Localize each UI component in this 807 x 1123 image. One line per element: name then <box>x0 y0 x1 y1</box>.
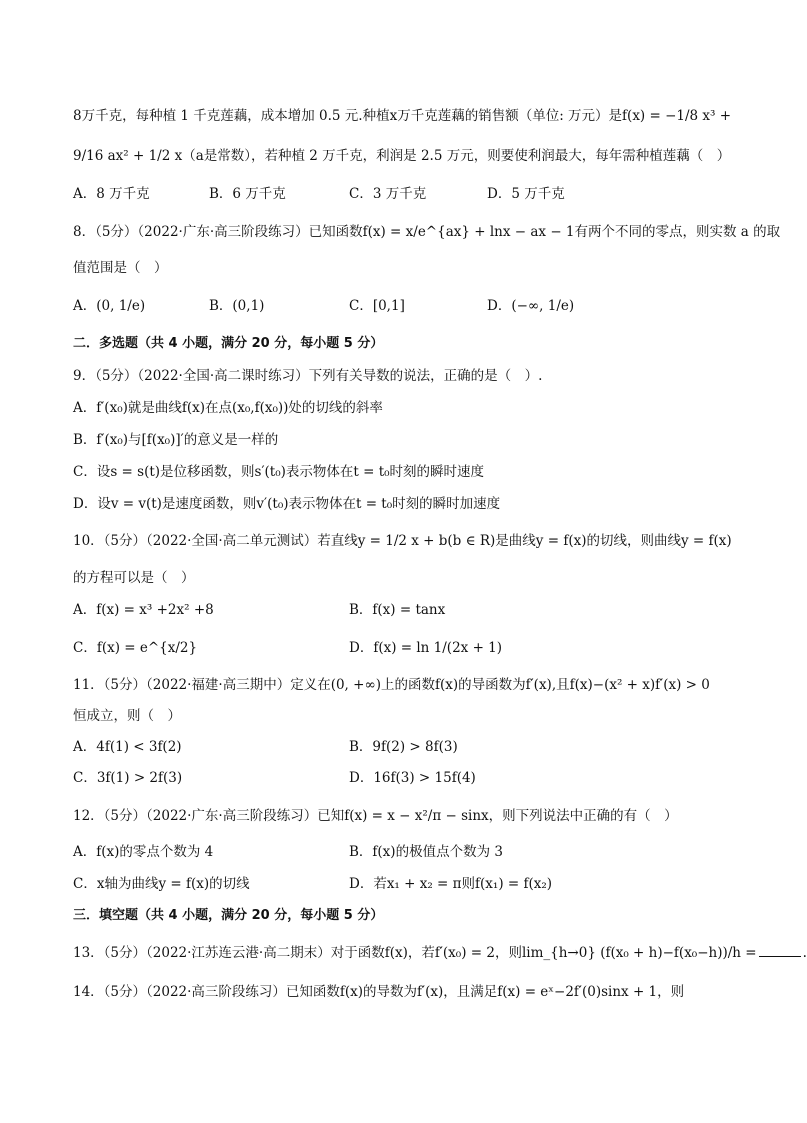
q8-option-c: C．[0,1] <box>349 298 405 314</box>
q7-option-d: D．5 万千克 <box>487 186 565 202</box>
q10-line2: 的方程可以是（ ） <box>73 570 195 586</box>
q9-stem: 9．（5分）（2022·全国·高二课时练习）下列有关导数的说法，正确的是（ ）. <box>73 368 543 384</box>
q8-line1: 8．（5分）（2022·广东·高三阶段练习）已知函数f(x) = x/e^{ax} + lnx − ax − 1有两个不同的零点，则实数 a 的取 <box>73 224 781 240</box>
q11-option-b: B．9f(2) > 8f(3) <box>349 739 458 755</box>
q8-option-b: B．(0,1) <box>209 298 265 314</box>
q7-line1: 8万千克，每种植 1 千克莲藕，成本增加 0.5 元.种植x万千克莲藕的销售额（单位: 万元）是f(x) = −1/8 x³ + <box>73 108 732 124</box>
q7-option-b: B．6 万千克 <box>209 186 286 202</box>
q7-option-a: A．8 万千克 <box>73 186 150 202</box>
q13-line <box>73 942 807 963</box>
q8-option-a: A．(0, 1/e) <box>73 298 146 314</box>
q11-line1: 11．（5分）（2022·福建·高三期中）定义在(0, +∞)上的函数f(x)的导函数为f′(x),且f(x)−(x² + x)f′(x) > 0 <box>73 677 710 693</box>
q13-tail: . <box>802 945 807 961</box>
q9-option-a: A．f′(x₀)就是曲线f(x)在点(x₀,f(x₀))处的切线的斜率 <box>73 400 383 416</box>
q11-option-d: D．16f(3) > 15f(4) <box>349 770 476 786</box>
q12-option-c: C．x轴为曲线y = f(x)的切线 <box>73 876 250 892</box>
q14-stem: 14．（5分）（2022·高三阶段练习）已知函数f(x)的导数为f′(x)，且满足f(x) = eˣ−2f′(0)sinx + 1，则 <box>73 984 685 1000</box>
q8-option-d: D．(−∞, 1/e) <box>487 298 575 314</box>
q10-option-c: C．f(x) = e^{x/2} <box>73 640 198 656</box>
q9-option-d: D．设v = v(t)是速度函数，则v′(t₀)表示物体在t = t₀时刻的瞬时加速度 <box>73 496 501 512</box>
q10-option-a: A．f(x) = x³ +2x² +8 <box>73 602 214 618</box>
q10-option-b: B．f(x) = tanx <box>349 602 446 618</box>
q12-option-b: B．f(x)的极值点个数为 3 <box>349 844 503 860</box>
q8-line2: 值范围是（ ） <box>73 260 168 276</box>
section-fill-in-heading: 三．填空题（共 4 小题，满分 20 分，每小题 5 分） <box>73 908 384 923</box>
q10-line1: 10．（5分）（2022·全国·高二单元测试）若直线y = 1/2 x + b(b ∈ R)是曲线y = f(x)的切线，则曲线y = f(x) <box>73 533 732 549</box>
q9-option-c: C．设s = s(t)是位移函数，则s′(t₀)表示物体在t = t₀时刻的瞬时速度 <box>73 464 485 480</box>
q12-option-d: D．若x₁ + x₂ = π则f(x₁) = f(x₂) <box>349 876 553 892</box>
q9-option-b: B．f′(x₀)与[f(x₀)]′的意义是一样的 <box>73 432 279 448</box>
section-multi-choice-heading: 二．多选题（共 4 小题，满分 20 分，每小题 5 分） <box>73 336 384 351</box>
q13-answer-blank[interactable] <box>759 942 801 957</box>
q7-option-c: C．3 万千克 <box>349 186 427 202</box>
q11-line2: 恒成立，则（ ） <box>73 708 181 724</box>
q7-line2: 9/16 ax² + 1/2 x（a是常数），若种植 2 万千克，利润是 2.5 万元，则要使利润最大，每年需种植莲藕（ ） <box>73 148 731 164</box>
q12-option-a: A．f(x)的零点个数为 4 <box>73 844 214 860</box>
q11-option-a: A．4f(1) < 3f(2) <box>73 739 182 755</box>
q12-stem: 12．（5分）（2022·广东·高三阶段练习）已知f(x) = x − x²/π − sinx，则下列说法中正确的有（ ） <box>73 808 678 824</box>
q10-option-d: D．f(x) = ln 1/(2x + 1) <box>349 640 503 656</box>
q13-stem: 13．（5分）（2022·江苏连云港·高二期末）对于函数f(x)，若f′(x₀) = 2，则lim_{h→0} (f(x₀ + h)−f(x₀−h))/h = <box>73 945 757 961</box>
q11-option-c: C．3f(1) > 2f(3) <box>73 770 183 786</box>
